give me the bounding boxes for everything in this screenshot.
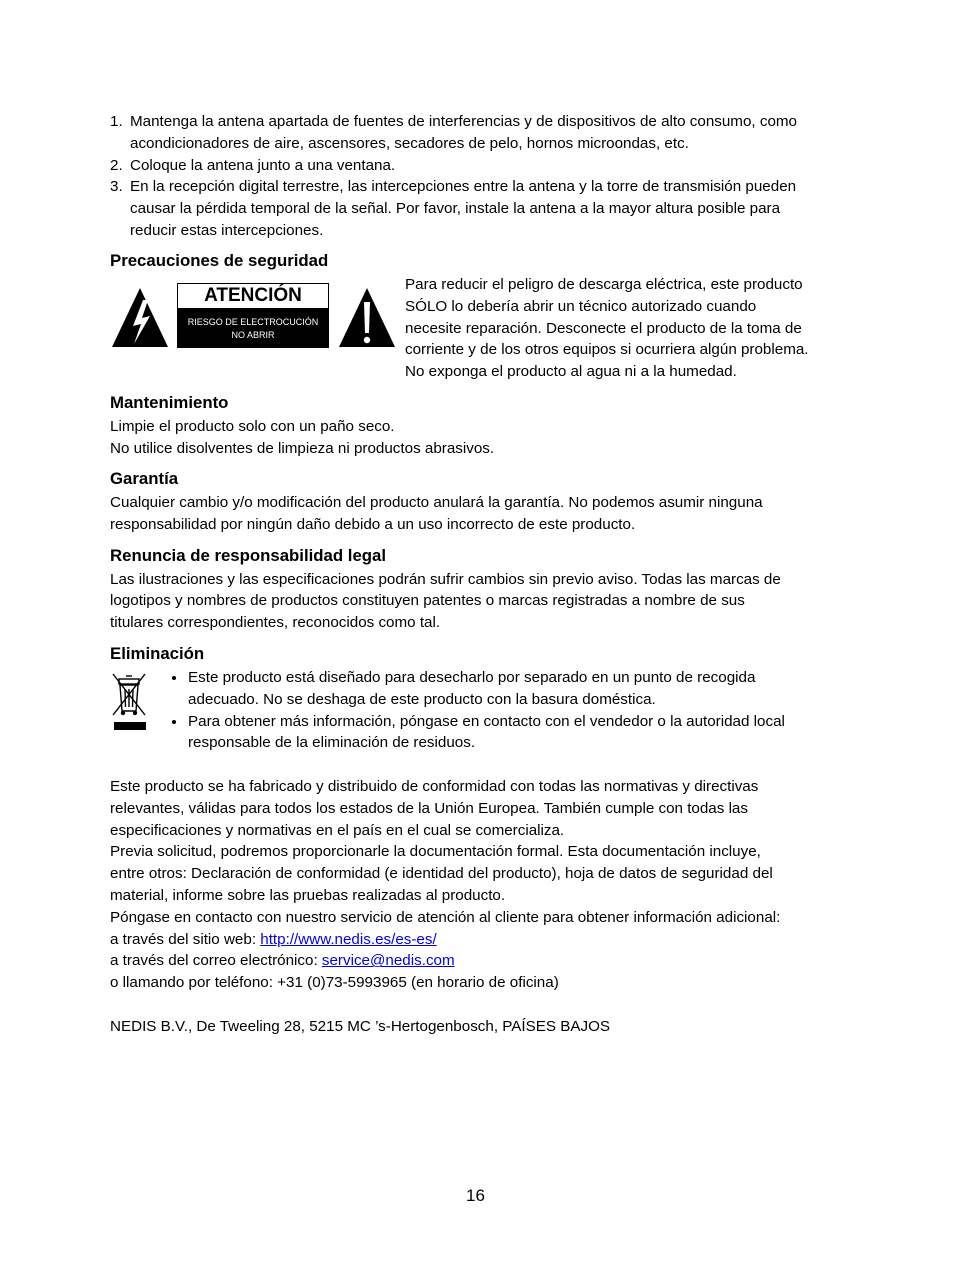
list-item-3-line-2: causar la pérdida temporal de la señal. Por favor, instale la antena a la mayor altura posible para — [130, 200, 781, 218]
email-prefix: a través del correo electrónico: — [110, 952, 322, 970]
warranty-heading: Garantía — [110, 469, 179, 488]
list-item-3-line-3: reducir estas intercepciones. — [130, 222, 324, 239]
maintenance-heading: Mantenimiento — [110, 393, 229, 412]
lightning-warning-icon — [110, 286, 170, 349]
disposal-bullet-1-line-1: Este producto está diseñado para desecharlo por separado en un punto de recogida — [188, 669, 756, 686]
conformity-line-2: relevantes, válidas para todos los estados de la Unión Europea. También cumple con todas las — [110, 799, 748, 817]
company-address: NEDIS B.V., De Tweeling 28, 5215 MC ’s-Hertogenbosch, PAÍSES BAJOS — [110, 1018, 611, 1035]
list-number-1: 1. — [110, 113, 123, 130]
list-number-3: 3. — [110, 178, 123, 196]
maintenance-line-2: No utilice disolventes de limpieza ni productos abrasivos. — [110, 439, 495, 457]
warranty-line-1: Cualquier cambio y/o modificación del producto anulará la garantía. No podemos asumir ninguna — [110, 494, 763, 511]
exclamation-warning-icon — [337, 286, 397, 349]
caution-line-2: NO ABRIR — [231, 330, 275, 340]
email-link[interactable]: service@nedis.com — [321, 952, 455, 970]
list-item-1-line-2: acondicionadores de aire, ascensores, secadores de pelo, hornos microondas, etc. — [130, 134, 689, 152]
bullet-dot — [172, 720, 176, 724]
bullet-dot — [172, 676, 176, 680]
disclaimer-line-1: Las ilustraciones y las especificaciones podrán sufrir cambios sin previo aviso. Todas las marcas de — [110, 570, 781, 588]
safety-line-2: SÓLO lo debería abrir un técnico autorizado cuando — [405, 297, 757, 315]
disposal-bullet-2-line-2: responsable de la eliminación de residuos. — [188, 734, 476, 752]
disclaimer-line-2: logotipos y nombres de productos constituyen patentes o marcas registradas a nombre de sus — [110, 592, 745, 610]
disposal-bullet-2-line-1: Para obtener más información, póngase en contacto con el vendedor o la autoridad local — [188, 712, 785, 730]
disposal-bullet-1-line-2: adecuado. No se deshaga de este producto con la basura doméstica. — [188, 690, 656, 708]
caution-label — [177, 283, 329, 348]
email-line — [110, 950, 455, 972]
conformity-line-6: material, informe sobre las pruebas realizadas al producto. — [110, 887, 506, 904]
list-item-3-line-1: En la recepción digital terrestre, las intercepciones entre la antena y la torre de transmisión pueden — [130, 178, 797, 196]
safety-line-1: Para reducir el peligro de descarga eléctrica, este producto — [405, 276, 803, 293]
conformity-line-4: Previa solicitud, podremos proporcionarle la documentación formal. Esta documentación incluye, — [110, 843, 761, 861]
web-line — [110, 929, 437, 951]
maintenance-line-1: Limpie el producto solo con un paño seco. — [110, 418, 395, 435]
caution-subtitle-box — [178, 308, 328, 347]
disclaimer-heading: Renuncia de responsabilidad legal — [110, 546, 387, 565]
website-link[interactable]: http://www.nedis.es/es-es/ — [260, 930, 437, 948]
disclaimer-line-3: titulares correspondientes, reconocidos como tal. — [110, 614, 441, 632]
crossed-bin-icon — [110, 671, 150, 733]
list-number-2: 2. — [110, 156, 123, 174]
safety-line-3: necesite reparación. Desconecte el producto de la toma de — [405, 319, 802, 337]
safety-line-4: corriente y de los otros equipos si ocurriera algún problema. — [405, 341, 809, 359]
caution-title: ATENCIÓN — [178, 284, 328, 308]
list-item-2-line-1: Coloque la antena junto a una ventana. — [130, 156, 396, 174]
web-prefix: a través del sitio web: — [110, 930, 261, 948]
conformity-line-3: especificaciones y normativas en el país en el cual se comercializa. — [110, 821, 565, 839]
conformity-line-7: Póngase en contacto con nuestro servicio de atención al cliente para obtener información adicional: — [110, 908, 781, 926]
warranty-line-2: responsabilidad por ningún daño debido a un uso incorrecto de este producto. — [110, 515, 636, 533]
safety-line-5: No exponga el producto al agua ni a la humedad. — [405, 363, 737, 381]
disposal-heading: Eliminación — [110, 644, 205, 663]
conformity-line-5: entre otros: Declaración de conformidad (e identidad del producto), hoja de datos de seguridad del — [110, 865, 773, 883]
conformity-line-1: Este producto se ha fabricado y distribuido de conformidad con todas las normativas y directivas — [110, 778, 759, 795]
caution-line-1: RIESGO DE ELECTROCUCIÓN — [187, 317, 319, 327]
phone-line: o llamando por teléfono: +31 (0)73-5993965 (en horario de oficina) — [110, 974, 559, 992]
list-item-1-line-1: Mantenga la antena apartada de fuentes de interferencias y de dispositivos de alto consumo, como — [130, 113, 797, 130]
page-number: 16 — [466, 1186, 485, 1205]
safety-heading: Precauciones de seguridad — [110, 251, 329, 270]
